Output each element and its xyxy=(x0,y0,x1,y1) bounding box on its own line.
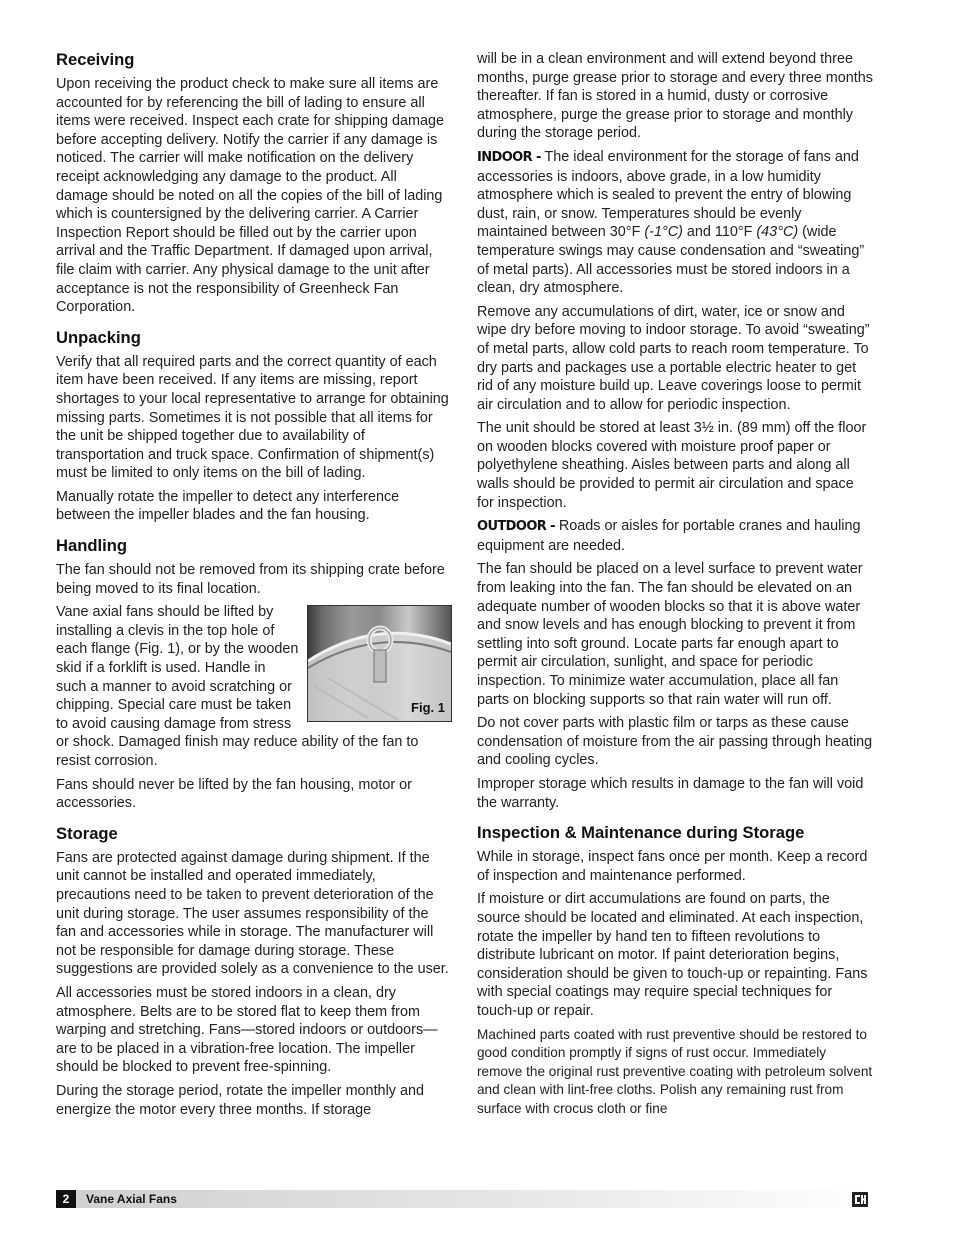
indoor-paragraph xyxy=(477,148,874,298)
handling-paragraph-1: The fan should not be removed from its shipping crate before being moved to its final location. xyxy=(56,562,445,597)
outdoor-lead: OUTDOOR - xyxy=(477,519,555,535)
storage-heading: Storage xyxy=(56,823,118,843)
floor-clearance-paragraph: The unit should be stored at least 3½ in. (89 mm) off the floor on wooden blocks covered with moisture proof paper or polyethylene sheathing. Aisles between parts and along all walls should be provided to permit air circulation and space for inspection. xyxy=(477,420,867,511)
inspection-paragraph-3: Machined parts coated with rust preventive should be restored to good condition promptly if signs of rust occur. Immediately remove the original rust preventive coating with petroleum solvent and clean with lint-free cloths. Polish any remaining rust from surface with crocus cloth or fine xyxy=(477,1026,873,1116)
receiving-heading: Receiving xyxy=(56,50,135,69)
indoor-metric-b: (43°C) xyxy=(756,224,799,241)
remove-accumulations-paragraph: Remove any accumulations of dirt, water, ice or snow and wipe dry before moving to indoor storage. To avoid “sweating” of metal parts, allow cold parts to reach room temperature. To dry parts and packages use a portable electric heater to get rid of any moisture build up. Leave coverings loose to permit air circulation and to allow for periodic inspection. xyxy=(477,303,870,413)
inspection-heading: Inspection & Maintenance during Storage xyxy=(477,823,805,843)
greenheck-logo-icon xyxy=(852,1192,868,1207)
storage-continued-paragraph: will be in a clean environment and will extend beyond three months, purge grease prior to storage and every three months thereafter. If fan is stored in a humid, dusty or corrosive atmosphere, purge the grease prior to storage and monthly during the storage period. xyxy=(477,51,873,142)
indoor-text-c: (wide temperature swings may cause condensation and “sweating” of metal parts). All accessories must be stored indoors in a clean, dry atmosphere. xyxy=(477,224,865,297)
figure-label: Fig. 1 xyxy=(411,699,445,715)
storage-paragraph-3: During the storage period, rotate the impeller monthly and energize the motor every three months. If storage xyxy=(56,1082,424,1118)
page-footer xyxy=(56,1190,872,1208)
storage-paragraph-2: All accessories must be stored indoors in a clean, dry atmosphere. Belts are to be stored flat to keep them from warping and stretching. Fans—stored indoors or outdoors—are to be placed in a vibration-free location. The impeller should be blocked to prevent free-spinning. xyxy=(56,984,438,1076)
handling-heading: Handling xyxy=(56,536,127,556)
outdoor-text: Roads or aisles for portable cranes and hauling equipment are needed. xyxy=(477,518,861,554)
receiving-paragraph: Upon receiving the product check to make sure all items are accounted for by referencing the bill of lading to ensure all items were received. Inspect each crate for shipping damage before accepting delivery. Notify the carrier if any damage is noticed. The carrier will make notification on the delivery receipt acknowledging any damage to the product. All damage should be noted on all the copies of the bill of lading which is countersigned by the delivering carrier. A Carrier Inspection Report should be filled out by the carrier upon arrival and the Traffic Department. If damaged upon arrival, file claim with carrier. Any physical damage to the unit after acceptance is not the responsibility of Greenheck Fan Corporation. xyxy=(56,76,444,316)
indoor-text-a: The ideal environment for the storage of fans and accessories is indoors, above grade, in a low humidity atmosphere which is sealed to prevent the entry of blowing dust, rain, or snow. Temperatures should be evenly maintained between 30°F xyxy=(477,148,859,241)
handling-paragraph-3: Fans should never be lifted by the fan housing, motor or accessories. xyxy=(56,776,412,812)
handling-paragraph-2: Vane axial fans should be lifted by installing a clevis in the top hole of each flange (Fig. 1), or by the wooden skid if a forklift is used. Handle in such a manner to avoid scratching or chipping. Special care must be taken to avoid causing damage from stress or shock. Damaged finish may reduce ability of the fan to resist corrosion. xyxy=(56,604,419,769)
level-surface-paragraph: The fan should be placed on a level surface to prevent water from leaking into the fan. The fan should be elevated on an adequate number of wooden blocks so that it is above water and snow levels and has enough blocking to prevent it from settling into soft ground. Locate parts far enough apart to permit air circulation, sunlight, and space for periodic inspection. To minimize water accumulation, place all fan parts on blocking supports so that rain water will run off. xyxy=(477,561,863,708)
inspection-paragraph-2: If moisture or dirt accumulations are found on parts, the source should be located and eliminated. At each inspection, rotate the impeller by hand ten to fifteen revolutions to distribute lubricant on motor. If paint deterioration begins, consideration should be given to touch-up or repainting. Fans with special coatings may require special techniques for touch-up or repair. xyxy=(477,891,868,1019)
right-column xyxy=(477,50,874,1123)
inspection-paragraph-1: While in storage, inspect fans once per month. Keep a record of inspection and maintenance performed. xyxy=(477,849,868,884)
indoor-lead: INDOOR - xyxy=(477,149,541,165)
document-title: Vane Axial Fans xyxy=(86,1192,177,1206)
unpacking-paragraph-2: Manually rotate the impeller to detect any interference between the impeller blades and the fan housing. xyxy=(56,488,400,524)
indoor-text-b: and 110°F xyxy=(682,224,757,241)
figure-1-lifting-clevis xyxy=(307,605,452,722)
no-cover-paragraph: Do not cover parts with plastic film or tarps as these cause condensation of moisture from the air passing through heating and cooling cycles. xyxy=(477,715,873,769)
page-number: 2 xyxy=(56,1190,76,1208)
storage-paragraph-1: Fans are protected against damage during shipment. If the unit cannot be installed and operated immediately, precautions need to be taken to prevent deterioration of the unit during storage. The user assumes responsibility of the fan and accessories while in storage. The manufacturer will not be responsible for damage during storage. These suggestions are provided solely as a convenience to the user. xyxy=(56,849,449,978)
left-column xyxy=(56,50,452,1124)
warranty-paragraph: Improper storage which results in damage to the fan will void the warranty. xyxy=(477,775,864,811)
outdoor-paragraph xyxy=(477,517,874,555)
indoor-metric-a: (-1°C) xyxy=(644,224,683,241)
unpacking-heading: Unpacking xyxy=(56,327,141,347)
unpacking-paragraph-1: Verify that all required parts and the correct quantity of each item have been received. If any items are missing, report shortages to your local representative to arrange for obtaining missing parts. Sometimes it is not possible that all items for the unit be shipped together due to availability of transportation and truck space. Confirmation of shipment(s) must be limited to only items on the bill of lading. xyxy=(56,353,449,482)
